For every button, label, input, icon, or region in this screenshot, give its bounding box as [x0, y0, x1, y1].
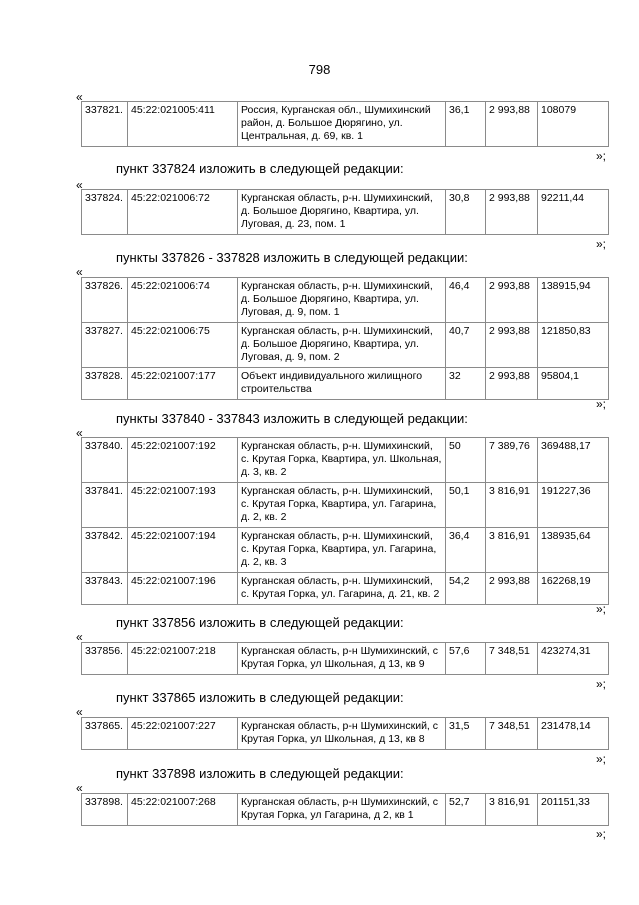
opening-quote: « — [76, 426, 83, 440]
closing-quote: »; — [595, 237, 606, 251]
cell-value: 92211,44 — [538, 190, 609, 235]
cell-value: 369488,17 — [538, 438, 609, 483]
cell-value: 138935,64 — [538, 528, 609, 573]
cell-value: 108079 — [538, 102, 609, 147]
cell-area: 54,2 — [446, 573, 486, 605]
cell-area: 57,6 — [446, 643, 486, 675]
cell-number: 337826. — [82, 278, 128, 323]
cell-cadastral: 45:22:021007:194 — [128, 528, 238, 573]
cell-address: Курганская область, р-н. Шумихинский, д. Большое Дюрягино, Квартира, ул. Луговая, д. 23, пом. 1 — [238, 190, 446, 235]
cell-number: 337821. — [82, 102, 128, 147]
cell-cadastral: 45:22:021007:227 — [128, 718, 238, 750]
opening-quote: « — [76, 90, 83, 104]
cell-rate: 2 993,88 — [486, 323, 538, 368]
cell-number: 337840. — [82, 438, 128, 483]
cell-cadastral: 45:22:021007:193 — [128, 483, 238, 528]
cell-area: 36,4 — [446, 528, 486, 573]
table-row — [82, 102, 609, 147]
cell-rate: 3 816,91 — [486, 528, 538, 573]
table-row — [82, 190, 609, 235]
table-row — [82, 528, 609, 573]
cell-value: 162268,19 — [538, 573, 609, 605]
table-row — [82, 643, 609, 675]
cell-cadastral: 45:22:021007:177 — [128, 368, 238, 400]
cell-rate: 3 816,91 — [486, 483, 538, 528]
cell-number: 337841. — [82, 483, 128, 528]
property-table — [81, 101, 609, 147]
cell-number: 337824. — [82, 190, 128, 235]
opening-quote: « — [76, 781, 83, 795]
cell-value: 191227,36 — [538, 483, 609, 528]
opening-quote: « — [76, 265, 83, 279]
cell-number: 337856. — [82, 643, 128, 675]
cell-cadastral: 45:22:021006:75 — [128, 323, 238, 368]
cell-rate: 3 816,91 — [486, 794, 538, 826]
cell-address: Курганская область, р-н. Шумихинский, с. Крутая Горка, ул. Гагарина, д. 21, кв. 2 — [238, 573, 446, 605]
table-row — [82, 278, 609, 323]
cell-cadastral: 45:22:021007:192 — [128, 438, 238, 483]
table-row — [82, 438, 609, 483]
cell-rate: 7 348,51 — [486, 718, 538, 750]
cell-cadastral: 45:22:021006:74 — [128, 278, 238, 323]
closing-quote: »; — [595, 149, 606, 163]
amendment-instruction: пункт 337898 изложить в следующей редакции: — [116, 766, 404, 781]
closing-quote: »; — [595, 602, 606, 616]
cell-address: Россия, Курганская обл., Шумихинский район, д. Большое Дюрягино, ул. Центральная, д. 69, кв. 1 — [238, 102, 446, 147]
cell-address: Курганская область, р-н. Шумихинский, с. Крутая Горка, Квартира, ул. Школьная, д. 3, кв. 2 — [238, 438, 446, 483]
cell-rate: 2 993,88 — [486, 278, 538, 323]
cell-area: 30,8 — [446, 190, 486, 235]
closing-quote: »; — [595, 827, 606, 841]
property-table — [81, 793, 609, 826]
cell-number: 337843. — [82, 573, 128, 605]
property-table — [81, 717, 609, 750]
cell-value: 138915,94 — [538, 278, 609, 323]
amendment-instruction: пункт 337824 изложить в следующей редакции: — [116, 161, 404, 176]
cell-number: 337828. — [82, 368, 128, 400]
cell-address: Курганская область, р-н. Шумихинский, д. Большое Дюрягино, Квартира, ул. Луговая, д. 9, пом. 2 — [238, 323, 446, 368]
closing-quote: »; — [595, 677, 606, 691]
cell-cadastral: 45:22:021006:72 — [128, 190, 238, 235]
cell-address: Курганская область, р-н Шумихинский, с Крутая Горка, ул Гагарина, д 2, кв 1 — [238, 794, 446, 826]
amendment-instruction: пункт 337865 изложить в следующей редакции: — [116, 690, 404, 705]
closing-quote: »; — [595, 397, 606, 411]
cell-cadastral: 45:22:021007:196 — [128, 573, 238, 605]
property-table — [81, 277, 609, 400]
cell-area: 52,7 — [446, 794, 486, 826]
cell-address: Курганская область, р-н Шумихинский, с Крутая Горка, ул Школьная, д 13, кв 9 — [238, 643, 446, 675]
cell-cadastral: 45:22:021005:411 — [128, 102, 238, 147]
table-row — [82, 323, 609, 368]
cell-address: Курганская область, р-н. Шумихинский, с. Крутая Горка, Квартира, ул. Гагарина, д. 2, кв. 3 — [238, 528, 446, 573]
property-table — [81, 437, 609, 605]
cell-value: 423274,31 — [538, 643, 609, 675]
page-number: 798 — [308, 62, 331, 77]
cell-area: 50 — [446, 438, 486, 483]
cell-cadastral: 45:22:021007:268 — [128, 794, 238, 826]
cell-rate: 2 993,88 — [486, 102, 538, 147]
cell-value: 231478,14 — [538, 718, 609, 750]
cell-number: 337842. — [82, 528, 128, 573]
closing-quote: »; — [595, 752, 606, 766]
cell-address: Курганская область, р-н. Шумихинский, с. Крутая Горка, Квартира, ул. Гагарина, д. 2, кв. 2 — [238, 483, 446, 528]
cell-value: 121850,83 — [538, 323, 609, 368]
cell-area: 40,7 — [446, 323, 486, 368]
cell-number: 337898. — [82, 794, 128, 826]
cell-rate: 7 348,51 — [486, 643, 538, 675]
cell-rate: 2 993,88 — [486, 190, 538, 235]
cell-rate: 2 993,88 — [486, 368, 538, 400]
opening-quote: « — [76, 630, 83, 644]
cell-area: 46,4 — [446, 278, 486, 323]
property-table — [81, 189, 609, 235]
cell-cadastral: 45:22:021007:218 — [128, 643, 238, 675]
table-row — [82, 483, 609, 528]
cell-address: Объект индивидуального жилищного строительства — [238, 368, 446, 400]
table-row — [82, 794, 609, 826]
cell-value: 95804,1 — [538, 368, 609, 400]
cell-address: Курганская область, р-н. Шумихинский, д. Большое Дюрягино, Квартира, ул. Луговая, д. 9, пом. 1 — [238, 278, 446, 323]
table-row — [82, 573, 609, 605]
cell-value: 201151,33 — [538, 794, 609, 826]
cell-rate: 2 993,88 — [486, 573, 538, 605]
cell-address: Курганская область, р-н Шумихинский, с Крутая Горка, ул Школьная, д 13, кв 8 — [238, 718, 446, 750]
cell-number: 337827. — [82, 323, 128, 368]
table-row — [82, 718, 609, 750]
cell-area: 36,1 — [446, 102, 486, 147]
property-table — [81, 642, 609, 675]
amendment-instruction: пункт 337856 изложить в следующей редакции: — [116, 615, 404, 630]
amendment-instruction: пункты 337840 - 337843 изложить в следующей редакции: — [116, 411, 468, 426]
amendment-instruction: пункты 337826 - 337828 изложить в следующей редакции: — [116, 250, 468, 265]
cell-rate: 7 389,76 — [486, 438, 538, 483]
opening-quote: « — [76, 178, 83, 192]
table-row — [82, 368, 609, 400]
cell-area: 32 — [446, 368, 486, 400]
opening-quote: « — [76, 705, 83, 719]
cell-number: 337865. — [82, 718, 128, 750]
cell-area: 31,5 — [446, 718, 486, 750]
cell-area: 50,1 — [446, 483, 486, 528]
